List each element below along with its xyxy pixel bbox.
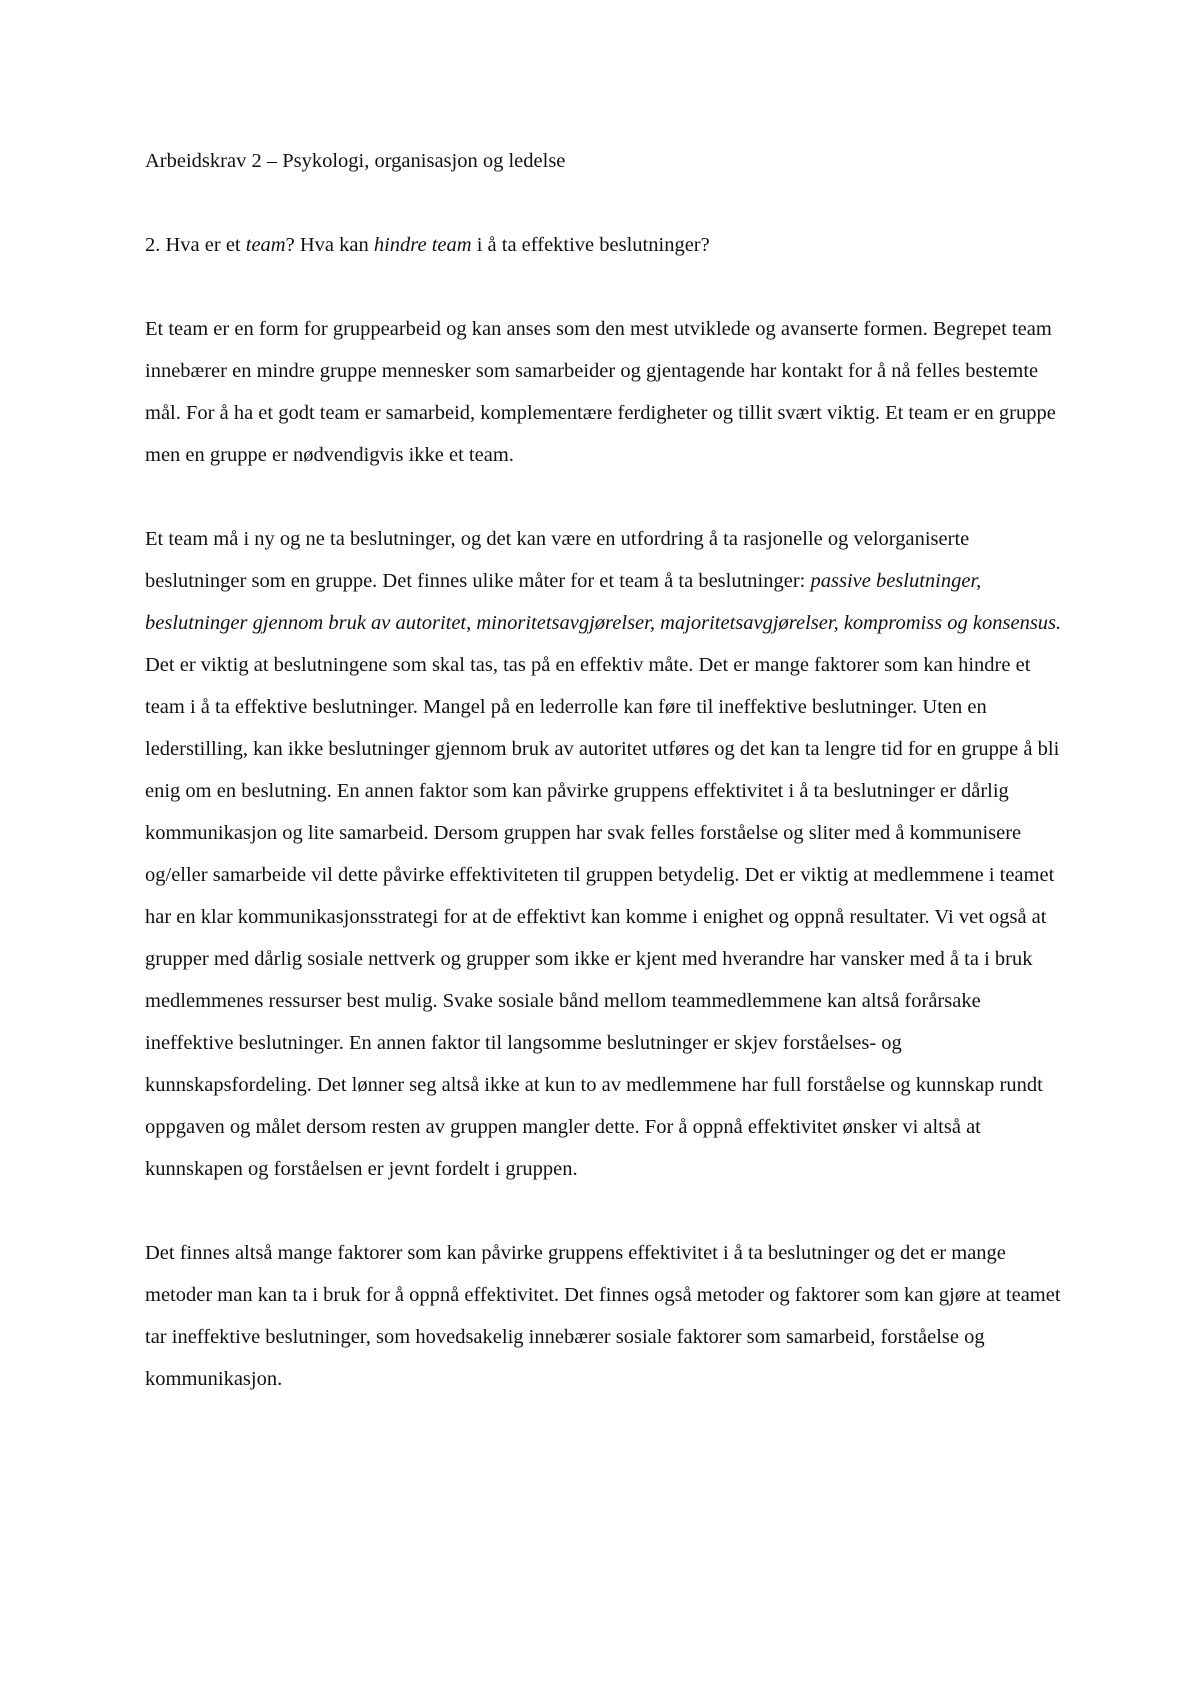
document-body: [145, 140, 1067, 1400]
question-emphasis-hindre-team: hindre team: [373, 234, 472, 256]
paragraph-decision-making: [145, 518, 1067, 1190]
question-heading: [145, 224, 1067, 266]
question-emphasis-team: team: [245, 234, 286, 256]
paragraph-text: Et team må i ny og ne ta beslutninger, og det kan være en utfordring å ta rasjonelle og velorganiserte beslutninger som en gruppe. Det finnes ulike måter for et team å ta beslutninger:: [145, 528, 970, 592]
paragraph-conclusion: Det finnes altså mange faktorer som kan påvirke gruppens effektivitet i å ta beslutninger og det er mange metoder man kan ta i bruk for å oppnå effektivitet. Det finnes også metoder og faktorer som kan gjøre at teamet tar ineffektive beslutninger, som hovedsakelig innebærer sosiale faktorer som samarbeid, forståelse og kommunikasjon.: [145, 1242, 1061, 1390]
paragraph-text: Det er viktig at beslutningene som skal tas, tas på en effektiv måte. Det er mange faktorer som kan hindre et team i å ta effektive beslutninger. Mangel på en lederrolle kan føre til ineffektive beslutninger. Uten en lederstilling, kan ikke beslutninger gjennom bruk av autoritet utføres og det kan ta lengre tid for en gruppe å bli enig om en beslutning. En annen faktor som kan påvirke gruppens effektivitet i å ta beslutninger er dårlig kommunikasjon og lite samarbeid. Dersom gruppen har svak felles forståelse og sliter med å kommunisere og/eller samarbeide vil dette påvirke effektiviteten til gruppen betydelig. Det er viktig at medlemmene i teamet har en klar kommunikasjonsstrategi for at de effektivt kan komme i enighet og oppnå resultater. Vi vet også at grupper med dårlig sosiale nettverk og grupper som ikke er kjent med hverandre har vansker med å ta i bruk medlemmenes ressurser best mulig. Svake sosiale bånd mellom teammedlemmene kan altså forårsake ineffektive beslutninger. En annen faktor til langsomme beslutninger er skjev forståelses- og kunnskapsfordeling. Det lønner seg altså ikke at kun to av medlemmene har full forståelse og kunnskap rundt oppgaven og målet dersom resten av gruppen mangler dette. For å oppnå effektivitet ønsker vi altså at kunnskapen og forståelsen er jevnt fordelt i gruppen.: [145, 654, 1060, 1180]
question-text: 2. Hva er et: [145, 234, 246, 256]
paragraph-definition: Et team er en form for gruppearbeid og kan anses som den mest utviklede og avanserte formen. Begrepet team innebærer en mindre gruppe mennesker som samarbeider og gjentagende har kontakt for å nå felles bestemte mål. For å ha et godt team er samarbeid, komplementære ferdigheter og tillit svært viktig. Et team er en gruppe men en gruppe er nødvendigvis ikke et team.: [145, 318, 1056, 466]
question-text: ? Hva kan: [285, 234, 374, 256]
document-title: Arbeidskrav 2 – Psykologi, organisasjon og ledelse: [145, 150, 566, 172]
question-text: i å ta effektive beslutninger?: [471, 234, 710, 256]
decision-types-emphasis: passive beslutninger, beslutninger gjennom bruk av autoritet, minoritetsavgjørelser, majoritetsavgjørelser, kompromiss og konsensus.: [145, 570, 1062, 634]
